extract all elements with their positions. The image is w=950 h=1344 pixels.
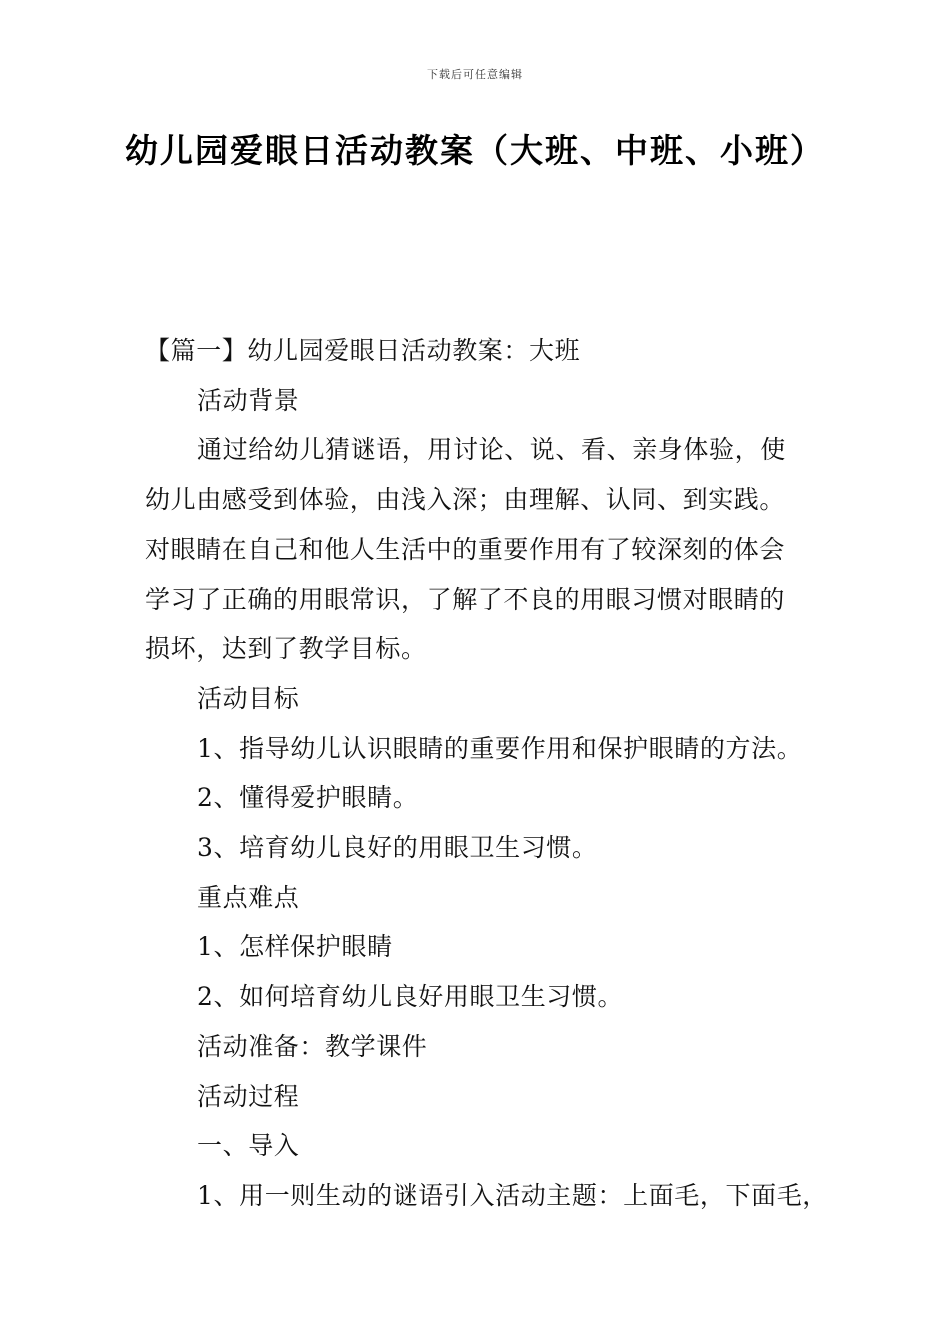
goal-item: 3、培育幼儿良好的用眼卫生习惯。: [197, 833, 598, 863]
document-title: 幼儿园爱眼日活动教案（大班、中班、小班）: [125, 131, 825, 170]
goal-item: 2、懂得爱护眼睛。: [197, 783, 419, 813]
background-heading: 活动背景: [197, 385, 300, 415]
background-paragraph-line: 学习了正确的用眼常识，了解了不良的用眼习惯对眼睛的: [145, 584, 786, 614]
background-paragraph-line: 幼儿由感受到体验，由浅入深；由理解、认同、到实践。: [145, 485, 786, 515]
key-point-item: 1、怎样保护眼睛: [197, 932, 393, 962]
document-body: [145, 326, 828, 1221]
background-paragraph-line: 损坏，达到了教学目标。: [145, 634, 427, 664]
key-points-heading: 重点难点: [197, 882, 300, 912]
key-point-item: 2、如何培育幼儿良好用眼卫生习惯。: [197, 982, 624, 1012]
section-heading: 【篇一】幼儿园爱眼日活动教案：大班: [145, 336, 581, 365]
goals-heading: 活动目标: [197, 683, 300, 713]
background-paragraph-line: 通过给幼儿猜谜语，用讨论、说、看、亲身体验，使: [197, 435, 786, 465]
process-heading: 活动过程: [197, 1081, 300, 1111]
process-item: 1、用一则生动的谜语引入活动主题：上面毛，下面毛，: [197, 1180, 828, 1210]
process-step-heading: 一、导入: [197, 1131, 300, 1161]
goal-item: 1、指导幼儿认识眼睛的重要作用和保护眼睛的方法。: [197, 733, 803, 763]
preparation-line: 活动准备：教学课件: [197, 1031, 428, 1061]
header-note: 下载后可任意编辑: [427, 68, 523, 81]
background-paragraph-line: 对眼睛在自己和他人生活中的重要作用有了较深刻的体会: [145, 534, 786, 564]
